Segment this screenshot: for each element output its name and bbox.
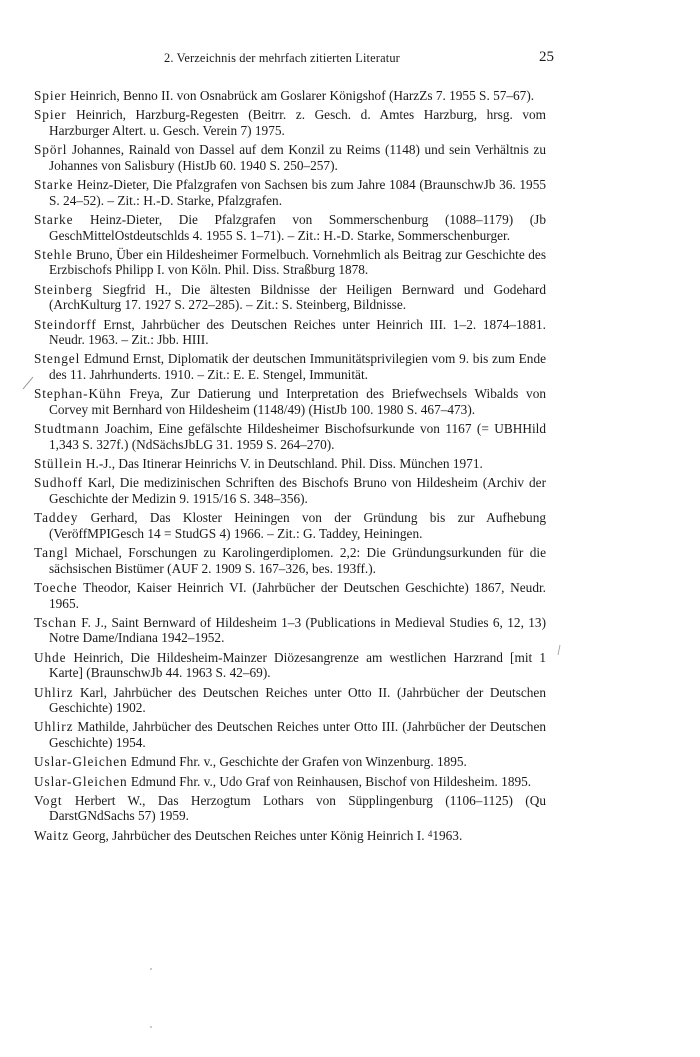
bibliography-entry bbox=[34, 475, 546, 506]
entry-author: Uhlirz bbox=[34, 684, 74, 700]
entry-text: Theodor, Kaiser Heinrich VI. (Jahrbücher der Deutschen Geschichte) 1867, Neudr. 1965. bbox=[49, 579, 546, 611]
bibliography-entry bbox=[34, 351, 546, 382]
entry-text: Michael, Forschungen zu Karolingerdiplomen. 2,2: Die Gründungsurkunden für die sächsischen Bistümer (AUF 2. 1909 S. 167–326, bes. 193ff.). bbox=[49, 545, 546, 576]
page-number: 25 bbox=[539, 49, 554, 65]
entry-text: Heinz-Dieter, Die Pfalzgrafen von Sommerschenburg (1088–1179) (Jb GeschMittelOstdeutschlds 4. 1955 S. 1–71). – Zit.: H.-D. Starke, Sommerschenburger. bbox=[49, 211, 546, 243]
entry-author: Spörl bbox=[34, 142, 68, 158]
pencil-slash-mark bbox=[22, 376, 34, 390]
entry-author: Starke bbox=[34, 211, 74, 227]
running-head bbox=[34, 49, 554, 71]
bibliography-entry bbox=[34, 774, 546, 790]
paper-speck bbox=[150, 1026, 152, 1028]
entry-text: Herbert W., Das Herzogtum Lothars von Süpplingenburg (1106–1125) (Qu DarstGNdSachs 57) 1959. bbox=[49, 792, 546, 824]
bibliography-entry bbox=[34, 317, 546, 348]
entry-author: Studtmann bbox=[34, 421, 100, 437]
entry-text: Edmund Fhr. v., Udo Graf von Reinhausen, Bischof von Hildesheim. 1895. bbox=[127, 773, 532, 789]
entry-text: Heinz-Dieter, Die Pfalzgrafen von Sachsen bis zum Jahre 1084 (BraunschwJb 36. 1955 S. 24–52). – Zit.: H.-D. Starke, Pfalzgrafen. bbox=[49, 177, 546, 208]
entry-author: Spier bbox=[34, 88, 67, 103]
pencil-tick-mark bbox=[556, 644, 562, 656]
edition-superscript: 4 bbox=[427, 828, 433, 839]
entry-year: 1963. bbox=[432, 827, 463, 843]
entry-author: Uslar-Gleichen bbox=[34, 754, 128, 770]
entry-text: Karl, Jahrbücher des Deutschen Reiches unter Otto II. (Jahrbücher der Deutschen Geschichte) 1902. bbox=[49, 684, 546, 716]
entry-text: Heinrich, Benno II. von Osnabrück am Goslarer Königshof (HarzZs 7. 1955 S. 57–67). bbox=[66, 88, 535, 103]
bibliography-entry bbox=[34, 793, 546, 824]
entry-author: Steinberg bbox=[34, 281, 93, 297]
running-title: 2. Verzeichnis der mehrfach zitierten Literatur bbox=[164, 51, 400, 65]
bibliography-entry bbox=[34, 282, 546, 313]
entry-text: Ernst, Jahrbücher des Deutschen Reiches unter Heinrich III. 1–2. 1874–1881. Neudr. 1963. – Zit.: Jbb. HIII. bbox=[49, 316, 546, 348]
bibliography-entry bbox=[34, 545, 546, 576]
entry-text: Johannes, Rainald von Dassel auf dem Konzil zu Reims (1148) und sein Verhältnis zu Johannes von Salisbury (HistJb 60. 1940 S. 250–257). bbox=[49, 142, 546, 173]
entry-text: Georg, Jahrbücher des Deutschen Reiches unter König Heinrich I. bbox=[69, 827, 428, 843]
entry-author: Tschan bbox=[34, 614, 77, 630]
entry-text: Heinrich, Die Hildesheim-Mainzer Diözesangrenze am westlichen Harzrand [mit 1 Karte] (BraunschwJb 44. 1963 S. 42–69). bbox=[49, 649, 546, 681]
entry-text: Siegfrid H., Die ältesten Bildnisse der Heiligen Bernward und Godehard (ArchKulturg 17. 1927 S. 272–285). – Zit.: S. Steinberg, Bildnisse. bbox=[49, 281, 546, 313]
entry-text: Mathilde, Jahrbücher des Deutschen Reiches unter Otto III. (Jahrbücher der Deutschen Geschichte) 1954. bbox=[49, 719, 546, 751]
bibliography-entry bbox=[34, 650, 546, 681]
bibliography-entry bbox=[34, 754, 546, 770]
entry-author: Stephan-Kühn bbox=[34, 386, 122, 402]
bibliography-list bbox=[34, 88, 546, 847]
entry-text: Bruno, Über ein Hildesheimer Formelbuch. Vornehmlich als Beitrag zur Geschichte des Erzbischofs Philipp I. von Köln. Phil. Diss. Straßburg 1878. bbox=[49, 246, 546, 278]
entry-author: Uhlirz bbox=[34, 719, 74, 735]
bibliography-entry bbox=[34, 212, 546, 243]
entry-author: Waitz bbox=[34, 827, 70, 843]
bibliography-entry bbox=[34, 828, 546, 844]
bibliography-entry bbox=[34, 107, 546, 138]
entry-text: F. J., Saint Bernward of Hildesheim 1–3 (Publications in Medieval Studies 6, 12, 13) Notre Dame/Indiana 1942–1952. bbox=[49, 614, 546, 646]
entry-author: Stüllein bbox=[34, 456, 83, 472]
entry-text: Gerhard, Das Kloster Heiningen von der Gründung bis zur Aufhebung (VeröffMPIGesch 14 = StudGS 4) 1966. – Zit.: G. Taddey, Heiningen. bbox=[49, 510, 546, 541]
entry-author: Starke bbox=[34, 177, 74, 193]
entry-author: Tangl bbox=[34, 545, 69, 561]
bibliography-entry bbox=[34, 247, 546, 278]
entry-author: Vogt bbox=[34, 792, 63, 808]
entry-author: Stengel bbox=[34, 351, 81, 367]
entry-author: Sudhoff bbox=[34, 475, 83, 491]
bibliography-entry bbox=[34, 386, 546, 417]
paper-speck bbox=[150, 968, 152, 970]
bibliography-entry bbox=[34, 421, 546, 452]
entry-text: Heinrich, Harzburg-Regesten (Beitrr. z. Gesch. d. Amtes Harzburg, hrsg. vom Harzburger Altert. u. Gesch. Verein 7) 1975. bbox=[49, 107, 546, 138]
bibliography-entry bbox=[34, 615, 546, 646]
entry-author: Taddey bbox=[34, 510, 79, 526]
entry-author: Toeche bbox=[34, 579, 78, 595]
bibliography-entry bbox=[34, 88, 546, 104]
entry-author: Uslar-Gleichen bbox=[34, 773, 128, 789]
entry-author: Steindorff bbox=[34, 316, 97, 332]
entry-text: Edmund Fhr. v., Geschichte der Grafen von Winzenburg. 1895. bbox=[127, 754, 467, 770]
entry-text: Edmund Ernst, Diplomatik der deutschen Immunitätsprivilegien vom 9. bis zum Ende des 11. Jahrhunderts. 1910. – Zit.: E. E. Stengel, Immunität. bbox=[49, 351, 546, 382]
entry-text: Karl, Die medizinischen Schriften des Bischofs Bruno von Hildesheim (Archiv der Geschichte der Medizin 9. 1915/16 S. 348–356). bbox=[49, 475, 546, 506]
entry-author: Spier bbox=[34, 107, 67, 123]
bibliography-entry bbox=[34, 510, 546, 541]
bibliography-entry bbox=[34, 719, 546, 750]
bibliography-entry bbox=[34, 580, 546, 611]
entry-text: H.-J., Das Itinerar Heinrichs V. in Deutschland. Phil. Diss. München 1971. bbox=[82, 456, 483, 472]
bibliography-entry bbox=[34, 142, 546, 173]
entry-author: Stehle bbox=[34, 246, 73, 262]
entry-text: Freya, Zur Datierung und Interpretation des Briefwechsels Wibalds von Corvey mit Bernhard von Hildesheim (1148/49) (HistJb 100. 1980 S. 467–473). bbox=[49, 386, 546, 417]
bibliography-entry bbox=[34, 685, 546, 716]
bibliography-entry bbox=[34, 177, 546, 208]
bibliography-entry bbox=[34, 456, 546, 472]
entry-author: Uhde bbox=[34, 649, 67, 665]
entry-text: Joachim, Eine gefälschte Hildesheimer Bischofsurkunde von 1167 (= UBHHild 1,343 S. 327f.) (NdSächsJbLG 31. 1959 S. 264–270). bbox=[49, 421, 546, 452]
